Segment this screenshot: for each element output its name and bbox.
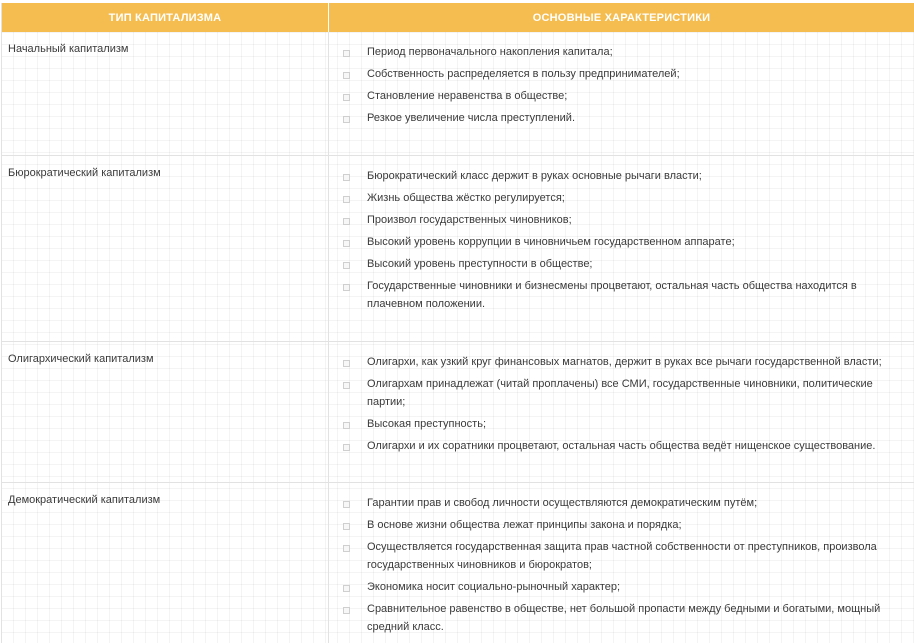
bullet-icon: [343, 262, 350, 269]
list-item: Период первоначального накопления капитала;: [340, 43, 904, 61]
list-item: Экономика носит социально-рыночный характер;: [340, 578, 904, 596]
list-item: Произвол государственных чиновников;: [340, 211, 904, 229]
bullet-icon: [343, 422, 350, 429]
bullet-icon: [343, 607, 350, 614]
table-row: [2, 342, 914, 483]
list-item: Олигархи, как узкий круг финансовых магнатов, держит в руках все рычаги государственной власти;: [340, 353, 904, 371]
table-row: [2, 483, 914, 643]
list-item: Высокий уровень коррупции в чиновничьем государственном аппарате;: [340, 233, 904, 251]
bullet-icon: [343, 72, 350, 79]
table-row: [2, 156, 914, 342]
table-header: [2, 3, 914, 32]
bullet-icon: [343, 116, 350, 123]
header-characteristics-column: ОСНОВНЫЕ ХАРАКТЕРИСТИКИ: [532, 11, 711, 24]
bullet-icon: [343, 240, 350, 247]
header-type-column: ТИП КАПИТАЛИЗМА: [2, 3, 329, 32]
list-item: Становление неравенства в обществе;: [340, 87, 904, 105]
bullet-icon: [343, 523, 350, 530]
characteristics-list: [329, 483, 914, 643]
capitalism-type: Бюрократический капитализм: [2, 156, 329, 341]
bullet-icon: [343, 360, 350, 367]
bullet-icon: [343, 50, 350, 57]
list-item: Сравнительное равенство в обществе, нет большой пропасти между бедными и богатыми, мощный средний класс.: [340, 600, 904, 636]
capitalism-type: Демократический капитализм: [2, 483, 329, 643]
capitalism-type: Олигархический капитализм: [2, 342, 329, 482]
table-row: [2, 32, 914, 156]
capitalism-type: Начальный капитализм: [2, 32, 329, 155]
bullet-icon: [343, 545, 350, 552]
list-item: Резкое увеличение числа преступлений.: [340, 109, 904, 127]
bullet-icon: [343, 196, 350, 203]
list-item: Олигархи и их соратники процветают, остальная часть общества ведёт нищенское существование.: [340, 437, 904, 455]
list-item: Жизнь общества жёстко регулируется;: [340, 189, 904, 207]
list-item: Государственные чиновники и бизнесмены процветают, остальная часть общества находится в плачевном положении.: [340, 277, 904, 313]
bullet-icon: [343, 174, 350, 181]
characteristics-list: [329, 156, 914, 341]
list-item: Высокая преступность;: [340, 415, 904, 433]
list-item: Собственность распределяется в пользу предпринимателей;: [340, 65, 904, 83]
list-item: В основе жизни общества лежат принципы закона и порядка;: [340, 516, 904, 534]
bullet-icon: [343, 218, 350, 225]
characteristics-list: [329, 342, 914, 482]
capitalism-types-table: [1, 3, 914, 643]
list-item: Олигархам принадлежат (читай проплачены) все СМИ, государственные чиновники, политические партии;: [340, 375, 904, 411]
list-item: Высокий уровень преступности в обществе;: [340, 255, 904, 273]
bullet-icon: [343, 444, 350, 451]
list-item: Бюрократический класс держит в руках основные рычаги власти;: [340, 167, 904, 185]
bullet-icon: [343, 94, 350, 101]
bullet-icon: [343, 284, 350, 291]
list-item: Осуществляется государственная защита прав частной собственности от преступников, произвола государственных чиновников и бюрократов;: [340, 538, 904, 574]
bullet-icon: [343, 585, 350, 592]
bullet-icon: [343, 382, 350, 389]
characteristics-list: [329, 32, 914, 155]
bullet-icon: [343, 501, 350, 508]
list-item: Гарантии прав и свобод личности осуществляются демократическим путём;: [340, 494, 904, 512]
